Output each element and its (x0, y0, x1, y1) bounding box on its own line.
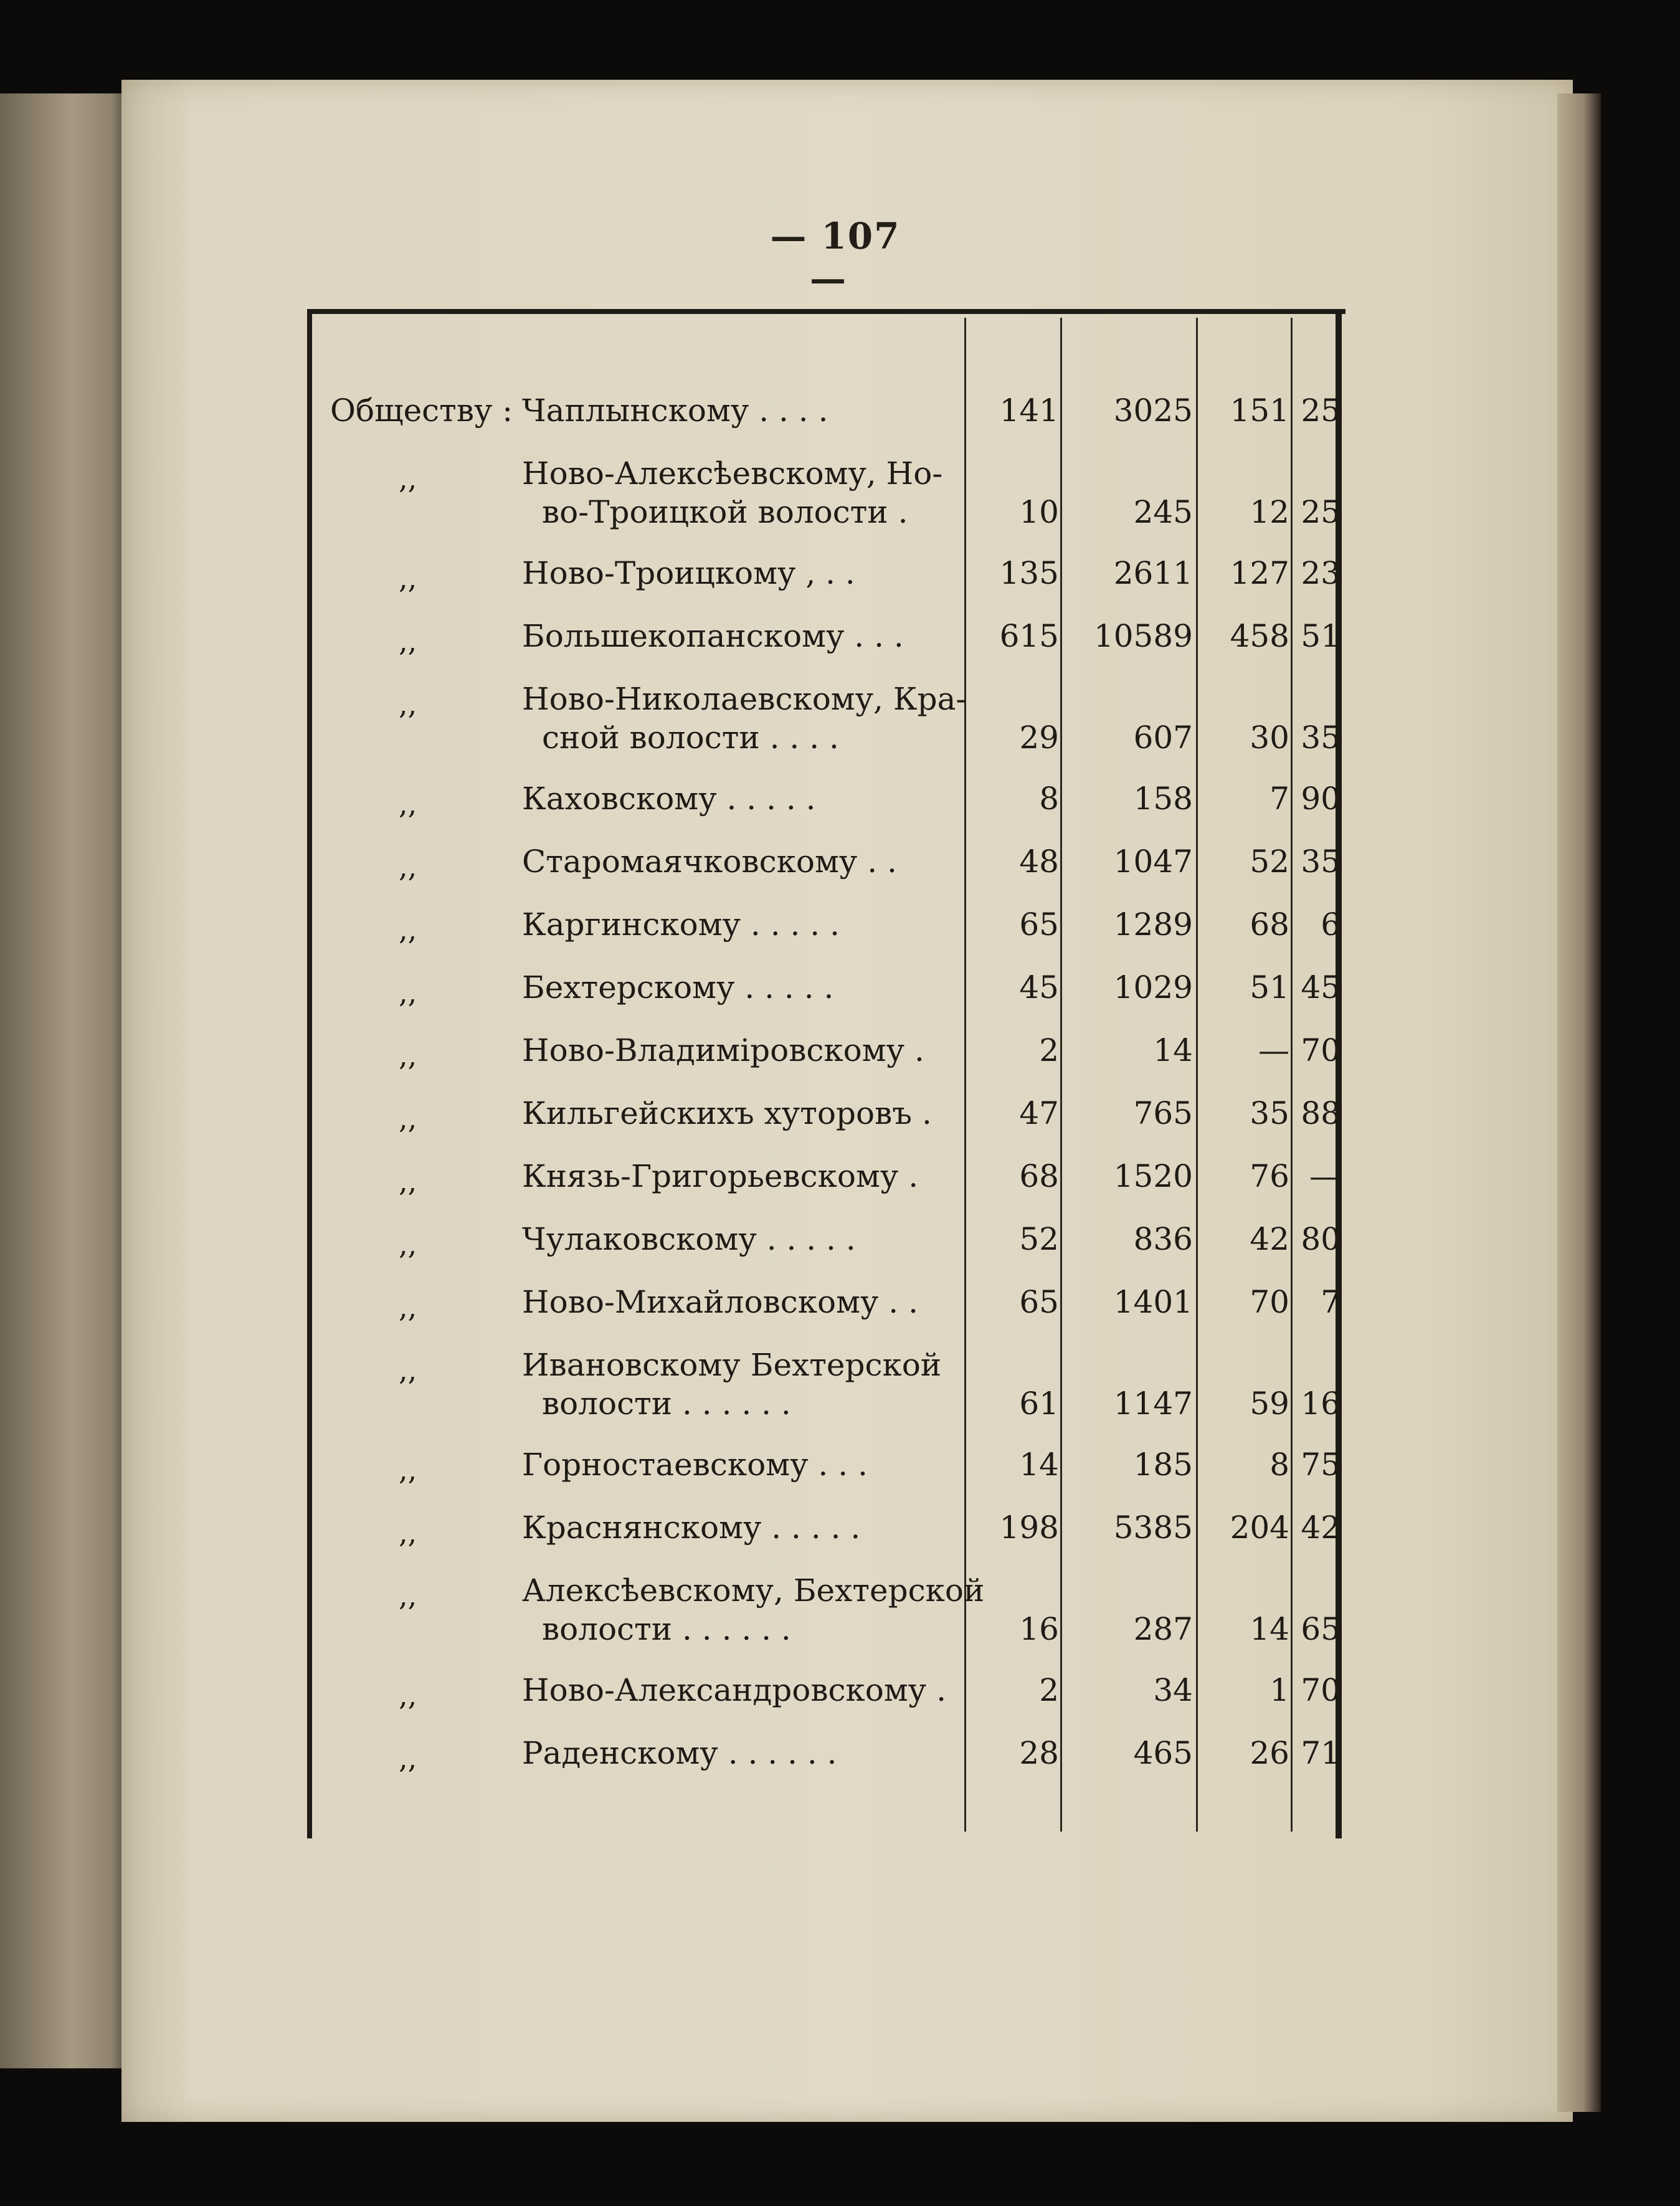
value-col-2: 1401 (1113, 1284, 1193, 1320)
ditto-mark: ,, (399, 624, 417, 658)
value-col-3: 7 (1269, 781, 1289, 817)
value-col-2: 2611 (1113, 555, 1193, 591)
ditto-mark: ,, (399, 1579, 417, 1612)
value-col-3: 76 (1250, 1158, 1289, 1194)
society-name: Чулаковскому . . . . . (522, 1221, 856, 1257)
value-col-1: 141 (999, 392, 1059, 429)
value-col-3: 127 (1230, 555, 1289, 591)
society-name: Чаплынскому . . . . (522, 392, 828, 429)
value-col-2: 465 (1133, 1735, 1193, 1771)
society-name: Ново-Михайловскому . . (522, 1284, 918, 1320)
society-name: Ново-Николаевскому, Кра- (522, 681, 967, 717)
table-top-rule (308, 309, 1345, 314)
table-left-rule (307, 309, 312, 1838)
value-col-1: 68 (1019, 1158, 1059, 1194)
society-name: Старомаячковскому . . (522, 844, 897, 880)
value-col-1: 2 (1039, 1672, 1059, 1708)
ditto-mark: ,, (399, 1353, 417, 1387)
value-col-4: 75 (1301, 1447, 1341, 1483)
value-col-4: 70 (1301, 1672, 1341, 1708)
value-col-4: 23 (1301, 555, 1341, 591)
value-col-4: 35 (1301, 844, 1341, 880)
value-col-1: 28 (1019, 1735, 1059, 1771)
value-col-2: 765 (1133, 1095, 1193, 1131)
ditto-mark: ,, (399, 850, 417, 883)
value-col-1: 16 (1019, 1611, 1059, 1647)
ditto-mark: ,, (399, 913, 417, 946)
ditto-mark: ,, (399, 1741, 417, 1775)
society-name: Горностаевскому . . . (522, 1447, 868, 1483)
value-col-2: 34 (1153, 1672, 1193, 1708)
society-name: Князь-Григорьевскому . (522, 1158, 919, 1194)
value-col-3: 35 (1250, 1095, 1289, 1131)
value-col-3: 59 (1250, 1386, 1289, 1422)
society-name-cont: волости . . . . . . (542, 1611, 791, 1647)
ditto-mark: ,, (399, 687, 417, 721)
value-col-2: 158 (1133, 781, 1193, 817)
value-col-1: 14 (1019, 1447, 1059, 1483)
page-number-value: 107 (821, 215, 901, 257)
value-col-3: 151 (1230, 392, 1289, 429)
ditto-mark: ,, (399, 462, 417, 495)
value-col-2: 14 (1153, 1032, 1193, 1068)
value-col-3: 30 (1250, 720, 1289, 756)
row-prefix: Обществу : (330, 392, 513, 429)
value-col-3: 14 (1250, 1611, 1289, 1647)
ditto-mark: ,, (399, 1516, 417, 1549)
value-col-3: — (1258, 1032, 1289, 1068)
ditto-mark: ,, (399, 787, 417, 820)
value-col-4: — (1309, 1158, 1341, 1194)
dash-left: — (770, 215, 808, 257)
value-col-1: 45 (1019, 969, 1059, 1006)
value-col-1: 615 (999, 618, 1059, 654)
value-col-3: 52 (1250, 844, 1289, 880)
ditto-mark: ,, (399, 1453, 417, 1486)
value-col-1: 29 (1019, 720, 1059, 756)
value-col-2: 10589 (1093, 618, 1193, 654)
value-col-2: 3025 (1113, 392, 1193, 429)
value-col-3: 204 (1230, 1509, 1289, 1546)
value-col-3: 68 (1250, 906, 1289, 943)
society-name: Каргинскому . . . . . (522, 906, 840, 943)
value-col-2: 5385 (1113, 1509, 1193, 1546)
value-col-4: 71 (1301, 1735, 1341, 1771)
value-col-4: 25 (1301, 392, 1341, 429)
value-col-4: 90 (1301, 781, 1341, 817)
value-col-2: 836 (1133, 1221, 1193, 1257)
value-col-1: 10 (1019, 494, 1059, 530)
page-number (735, 215, 922, 300)
value-col-3: 70 (1250, 1284, 1289, 1320)
society-name: Ново-Александровскому . (522, 1672, 946, 1708)
value-col-2: 1047 (1113, 844, 1193, 880)
value-col-4: 25 (1301, 494, 1341, 530)
value-col-4: 7 (1321, 1284, 1341, 1320)
society-name: Ново-Владиміровскому . (522, 1032, 924, 1068)
value-col-3: 1 (1269, 1672, 1289, 1708)
value-col-1: 48 (1019, 844, 1059, 880)
value-col-4: 45 (1301, 969, 1341, 1006)
ditto-mark: ,, (399, 1039, 417, 1072)
value-col-2: 287 (1133, 1611, 1193, 1647)
value-col-3: 458 (1230, 618, 1289, 654)
value-col-3: 12 (1250, 494, 1289, 530)
value-col-1: 2 (1039, 1032, 1059, 1068)
ditto-mark: ,, (399, 1101, 417, 1135)
value-col-4: 80 (1301, 1221, 1341, 1257)
page-stack-edge (1557, 93, 1601, 2112)
ditto-mark: ,, (399, 1164, 417, 1198)
value-col-1: 61 (1019, 1386, 1059, 1422)
society-name: Бехтерскому . . . . . (522, 969, 834, 1006)
dash-right: — (810, 257, 847, 300)
value-col-4: 51 (1301, 618, 1341, 654)
value-col-2: 607 (1133, 720, 1193, 756)
value-col-1: 52 (1019, 1221, 1059, 1257)
value-col-4: 35 (1301, 720, 1341, 756)
value-col-1: 65 (1019, 1284, 1059, 1320)
column-divider-3 (1196, 318, 1198, 1832)
value-col-2: 1029 (1113, 969, 1193, 1006)
value-col-2: 185 (1133, 1447, 1193, 1483)
value-col-2: 245 (1133, 494, 1193, 530)
society-name-cont: во-Троицкой волости . (542, 494, 908, 530)
society-name: Ново-Троицкому , . . (522, 555, 855, 591)
value-col-3: 26 (1250, 1735, 1289, 1771)
value-col-4: 42 (1301, 1509, 1341, 1546)
value-col-4: 16 (1301, 1386, 1341, 1422)
value-col-2: 1289 (1113, 906, 1193, 943)
value-col-1: 135 (999, 555, 1059, 591)
society-name-cont: волости . . . . . . (542, 1386, 791, 1422)
value-col-3: 51 (1250, 969, 1289, 1006)
value-col-1: 198 (999, 1509, 1059, 1546)
table-right-rule (1336, 309, 1342, 1838)
society-name: Краснянскому . . . . . (522, 1509, 861, 1546)
society-name: Кильгейскихъ хуторовъ . (522, 1095, 932, 1131)
value-col-4: 88 (1301, 1095, 1341, 1131)
value-col-2: 1520 (1113, 1158, 1193, 1194)
value-col-2: 1147 (1113, 1386, 1193, 1422)
ditto-mark: ,, (399, 1290, 417, 1324)
value-col-1: 8 (1039, 781, 1059, 817)
society-name: Ново-Алексѣевскому, Но- (522, 455, 943, 492)
society-name-cont: сной волости . . . . (542, 720, 839, 756)
society-name: Большекопанскому . . . (522, 618, 904, 654)
facing-page-edge (0, 93, 131, 2068)
society-name: Ивановскому Бехтерской (522, 1347, 942, 1383)
value-col-3: 8 (1269, 1447, 1289, 1483)
society-name: Каховскому . . . . . (522, 781, 816, 817)
value-col-1: 47 (1019, 1095, 1059, 1131)
value-col-3: 42 (1250, 1221, 1289, 1257)
value-col-4: 6 (1321, 906, 1341, 943)
value-col-4: 70 (1301, 1032, 1341, 1068)
ditto-mark: ,, (399, 1227, 417, 1261)
ditto-mark: ,, (399, 976, 417, 1009)
ditto-mark: ,, (399, 561, 417, 595)
column-divider-2 (1060, 318, 1062, 1832)
ditto-mark: ,, (399, 1678, 417, 1712)
society-name: Раденскому . . . . . . (522, 1735, 837, 1771)
society-name: Алексѣевскому, Бехтерской (522, 1572, 985, 1609)
value-col-4: 65 (1301, 1611, 1341, 1647)
value-col-1: 65 (1019, 906, 1059, 943)
column-divider-4 (1291, 318, 1293, 1832)
